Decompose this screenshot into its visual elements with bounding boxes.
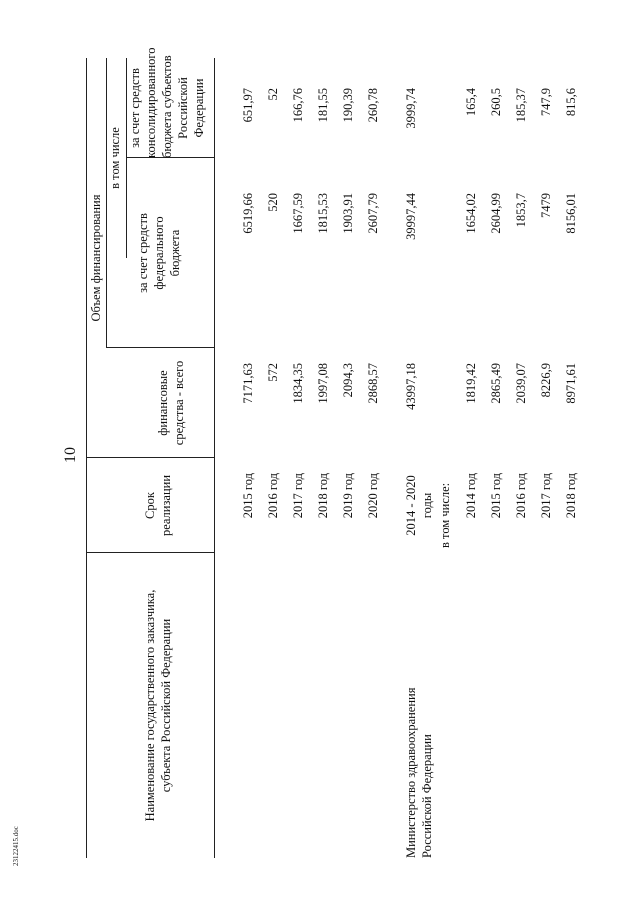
ministry-row-regional: 185,37 bbox=[514, 88, 528, 123]
row-year: 2015 год bbox=[241, 473, 255, 519]
ministry-name-line-2: Российской Федерации bbox=[420, 734, 434, 858]
header-federal-line-2: федерального bbox=[152, 216, 166, 290]
header-regional-line-3: бюджета субъектов bbox=[160, 55, 174, 158]
ministry-row-total: 2865,49 bbox=[489, 363, 503, 404]
row-regional: 260,78 bbox=[366, 88, 380, 123]
header-financing-group: Объем финансирования bbox=[89, 194, 103, 322]
header-term-line-1: Срок bbox=[143, 492, 157, 519]
header-regional-line-1: за счет средств bbox=[128, 68, 142, 148]
row-total: 2094,3 bbox=[341, 363, 355, 398]
financing-table bbox=[86, 47, 626, 858]
row-federal: 2607,79 bbox=[366, 193, 380, 234]
ministry-total: 43997,18 bbox=[404, 363, 418, 410]
header-federal-line-3: бюджета bbox=[168, 229, 182, 277]
row-year: 2017 год bbox=[291, 473, 305, 519]
ministry-row-regional: 165,4 bbox=[464, 88, 478, 117]
row-total: 7171,63 bbox=[241, 363, 255, 404]
ministry-row-federal: 1853,7 bbox=[514, 193, 528, 228]
ministry-row-year: 2015 год bbox=[489, 473, 503, 519]
row-regional: 166,76 bbox=[291, 88, 305, 123]
ministry-row-regional: 260,5 bbox=[489, 88, 503, 117]
header-regional-line-5: Федерации bbox=[192, 78, 206, 138]
page-number: 10 bbox=[62, 447, 79, 463]
row-total: 1834,35 bbox=[291, 363, 305, 404]
row-federal: 1815,53 bbox=[316, 193, 330, 234]
ministry-period-line-1: 2014 - 2020 bbox=[404, 475, 418, 536]
ministry-row-total: 1819,42 bbox=[464, 363, 478, 404]
header-total-line-2: средства - всего bbox=[172, 360, 186, 446]
row-federal: 520 bbox=[266, 193, 280, 212]
ministry-name-line-1: Министерство здравоохранения bbox=[404, 687, 418, 858]
ministry-row-federal: 8156,01 bbox=[564, 193, 578, 234]
ministry-row-year: 2014 год bbox=[464, 473, 478, 519]
row-federal: 6519,66 bbox=[241, 193, 255, 234]
row-year: 2018 год bbox=[316, 473, 330, 519]
row-total: 1997,08 bbox=[316, 363, 330, 404]
row-year: 2020 год bbox=[366, 473, 380, 519]
header-regional-line-2: консолидированного bbox=[144, 47, 158, 158]
header-name-line-2: субъекта Российской Федерации bbox=[159, 618, 173, 793]
ministry-row-regional: 815,6 bbox=[564, 88, 578, 117]
header-including: в том числе bbox=[108, 127, 122, 189]
ministry-row-federal: 7479 bbox=[539, 193, 553, 218]
header-regional-line-4: Российской bbox=[176, 77, 190, 139]
row-total: 572 bbox=[266, 363, 280, 382]
ministry-row-total: 8226,9 bbox=[539, 363, 553, 398]
ministry-including-label: в том числе: bbox=[438, 482, 452, 548]
row-regional: 651,97 bbox=[241, 88, 255, 123]
header-top-rule bbox=[86, 58, 87, 858]
ministry-row-total: 8971,61 bbox=[564, 363, 578, 404]
ministry-period-line-2: годы bbox=[420, 492, 434, 519]
financing-group-rule bbox=[106, 58, 107, 348]
row-federal: 1903,91 bbox=[341, 193, 355, 234]
row-regional: 52 bbox=[266, 88, 280, 101]
ministry-row-year: 2016 год bbox=[514, 473, 528, 519]
ministry-row-total: 2039,07 bbox=[514, 363, 528, 404]
row-year: 2019 год bbox=[341, 473, 355, 519]
ministry-row-year: 2018 год bbox=[564, 473, 578, 519]
header-name-line-1: Наименование государственного заказчика, bbox=[143, 589, 157, 822]
header-federal-line-1: за счет средств bbox=[136, 213, 150, 293]
row-federal: 1667,59 bbox=[291, 193, 305, 234]
row-year: 2016 год bbox=[266, 473, 280, 519]
ministry-regional: 3999,74 bbox=[404, 88, 418, 129]
ministry-row-federal: 2604,99 bbox=[489, 193, 503, 234]
row-regional: 181,55 bbox=[316, 88, 330, 123]
header-total-line-1: финансовые bbox=[156, 370, 170, 436]
header-bottom-rule bbox=[214, 58, 215, 858]
row-regional: 190,39 bbox=[341, 88, 355, 123]
ministry-row-year: 2017 год bbox=[539, 473, 553, 519]
ministry-row-federal: 1654,02 bbox=[464, 193, 478, 234]
including-rule bbox=[126, 58, 127, 258]
footer-filename: 23122415.doc bbox=[12, 826, 20, 866]
header-term-line-2: реализации bbox=[159, 474, 173, 537]
ministry-row-regional: 747,9 bbox=[539, 88, 553, 117]
row-total: 2868,57 bbox=[366, 363, 380, 404]
ministry-federal: 39997,44 bbox=[404, 193, 418, 240]
